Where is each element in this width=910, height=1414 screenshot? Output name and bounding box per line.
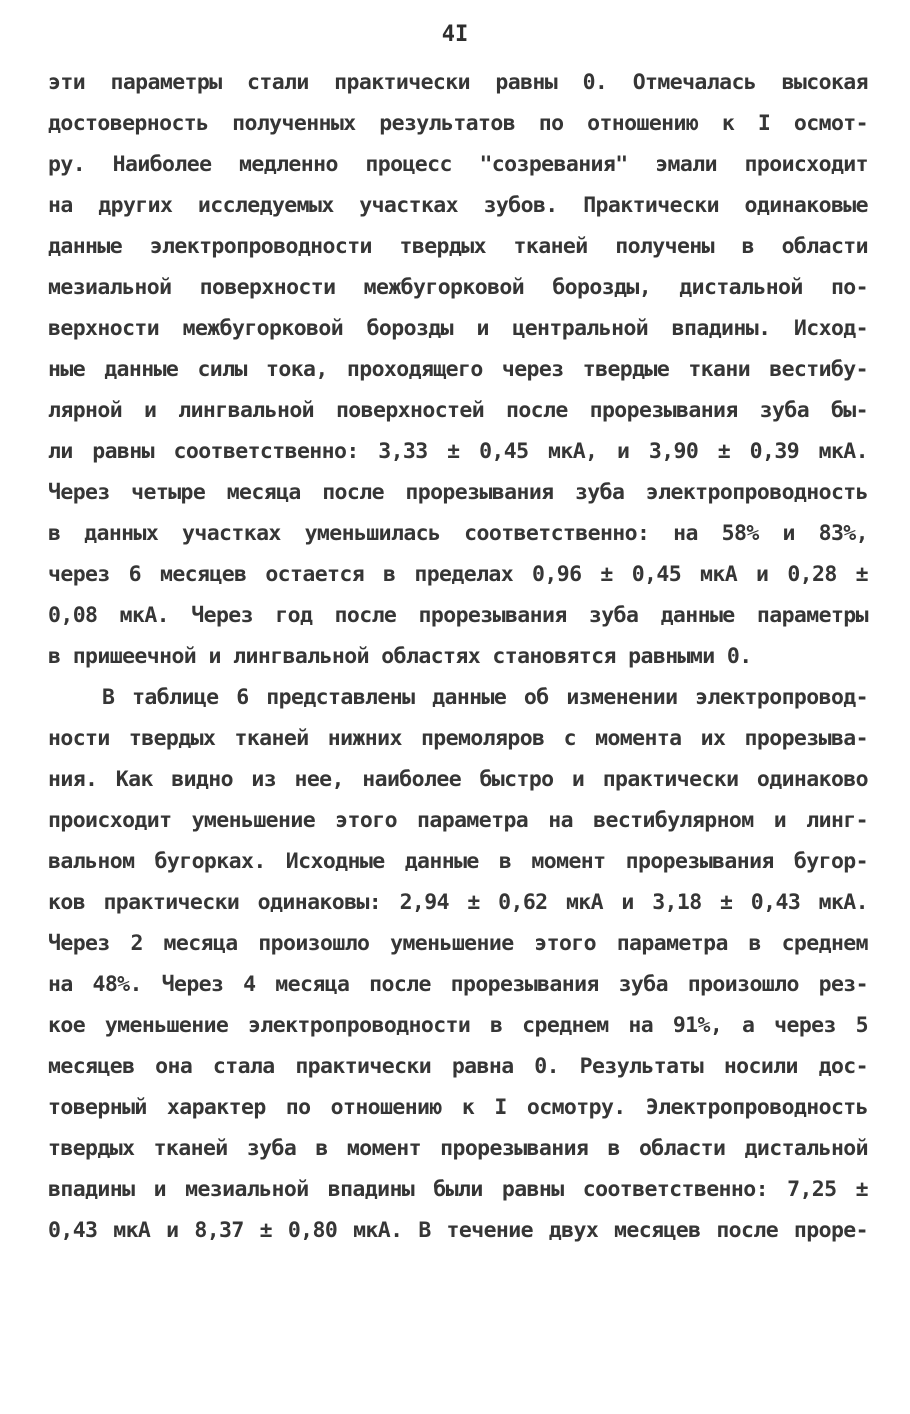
text-line-paragraph-start: В таблице 6 представлены данные об изменении электропровод- [102,685,868,710]
text-line: в данных участках уменьшилась соответственно: на 58% и 83%, [48,521,868,546]
text-line: верхности межбугорковой борозды и центральной впадины. Исход- [48,316,868,341]
text-line: товерный характер по отношению к I осмотру. Электропроводность [48,1095,868,1120]
text-line: 0,43 мкА и 8,37 ± 0,80 мкА. В течение двух месяцев после проре- [48,1218,868,1243]
text-line: ли равны соответственно: 3,33 ± 0,45 мкА, и 3,90 ± 0,39 мкА. [48,439,868,464]
text-line: ру. Наиболее медленно процесс "созревания" эмали происходит [48,152,868,177]
text-line: лярной и лингвальной поверхностей после прорезывания зуба бы- [48,398,868,423]
text-line: достоверность полученных результатов по отношению к I осмот- [48,111,868,136]
page-number: 4I [441,22,469,47]
text-line: ные данные силы тока, проходящего через твердые ткани вестибу- [48,357,868,382]
text-line: кое уменьшение электропроводности в среднем на 91%, а через 5 [48,1013,868,1038]
text-line: впадины и мезиальной впадины были равны соответственно: 7,25 ± [48,1177,868,1202]
text-line: на других исследуемых участках зубов. Практически одинаковые [48,193,868,218]
text-line: ния. Как видно из нее, наиболее быстро и практически одинаково [48,767,868,792]
text-line: мезиальной поверхности межбугорковой борозды, дистальной по- [48,275,868,300]
text-line: месяцев она стала практически равна 0. Результаты носили дос- [48,1054,868,1079]
text-line: твердых тканей зуба в момент прорезывания в области дистальной [48,1136,868,1161]
text-line: ков практически одинаковы: 2,94 ± 0,62 мкА и 3,18 ± 0,43 мкА. [48,890,868,915]
text-line: происходит уменьшение этого параметра на вестибулярном и линг- [48,808,868,833]
text-line: через 6 месяцев остается в пределах 0,96 ± 0,45 мкА и 0,28 ± [48,562,868,587]
text-line: вальном бугорках. Исходные данные в момент прорезывания бугор- [48,849,868,874]
text-line: Через 2 месяца произошло уменьшение этого параметра в среднем [48,931,868,956]
body-text [48,62,868,1251]
text-line: данные электропроводности твердых тканей получены в области [48,234,868,259]
text-line: эти параметры стали практически равны 0. Отмечалась высокая [48,70,868,95]
text-line: в пришеечной и лингвальной областях становятся равными 0. [48,644,752,669]
text-line: на 48%. Через 4 месяца после прорезывания зуба произошло рез- [48,972,868,997]
text-line: 0,08 мкА. Через год после прорезывания зуба данные параметры [48,603,868,628]
text-line: Через четыре месяца после прорезывания зуба электропроводность [48,480,868,505]
text-line: ности твердых тканей нижних премоляров с момента их прорезыва- [48,726,868,751]
